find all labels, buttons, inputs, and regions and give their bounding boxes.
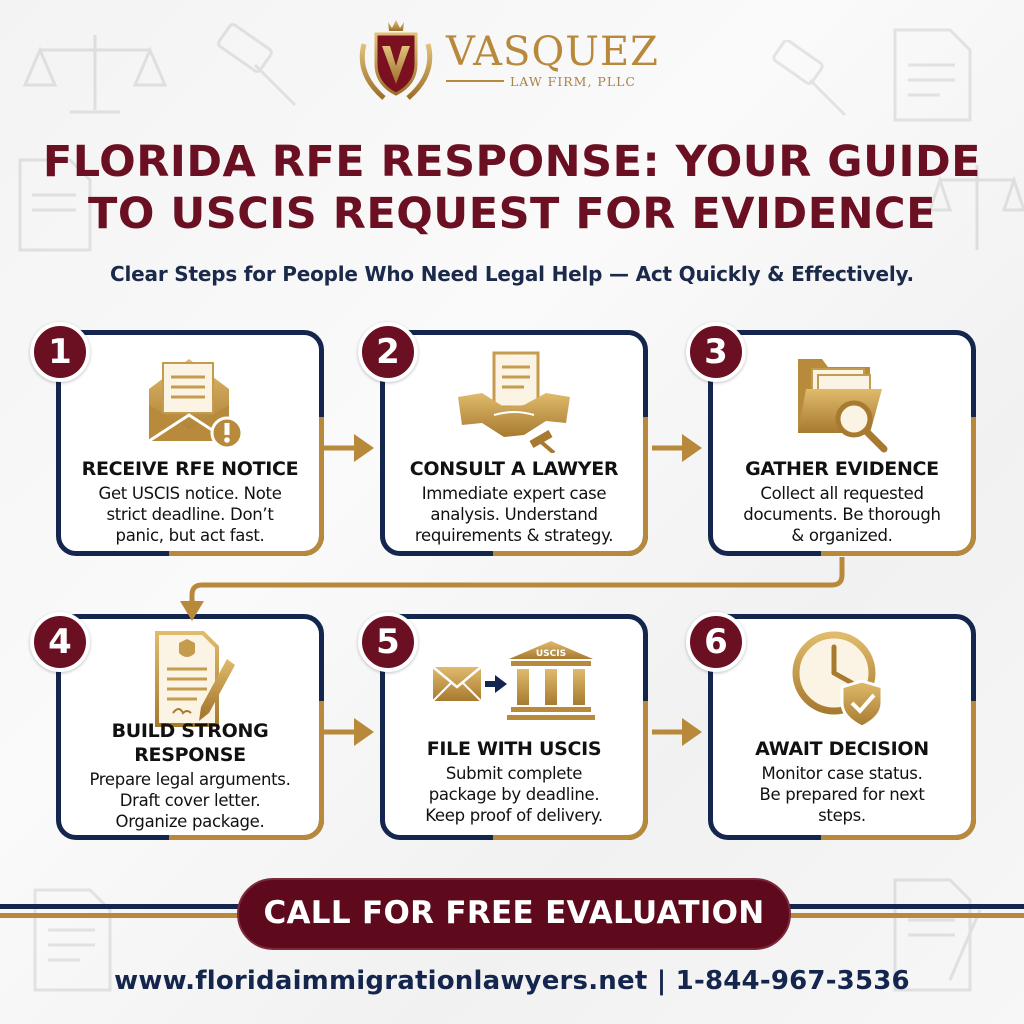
title-line-1: FLORIDA RFE RESPONSE: YOUR GUIDE bbox=[42, 137, 982, 187]
step-2-badge: 2 bbox=[358, 322, 418, 382]
scales-of-justice-icon bbox=[20, 30, 170, 120]
step-1-title: RECEIVE RFE NOTICE bbox=[81, 458, 299, 480]
title-line-2: TO USCIS REQUEST FOR EVIDENCE bbox=[88, 189, 936, 239]
handshake-document-icon bbox=[454, 349, 574, 453]
connector-arrow-icon bbox=[170, 555, 860, 625]
arrow-right-icon bbox=[324, 428, 376, 468]
gavel-icon bbox=[200, 20, 310, 120]
step-4-card bbox=[56, 614, 324, 840]
page-subtitle: Clear Steps for People Who Need Legal Help — Act Quickly & Effectively. bbox=[110, 262, 914, 286]
envelope-to-uscis-icon bbox=[429, 637, 599, 727]
step-5-description: Submit complete package by deadline. Keep proof of delivery. bbox=[425, 764, 603, 825]
crest-emblem-icon bbox=[354, 14, 438, 104]
step-3-card bbox=[708, 330, 976, 556]
contact-info-link[interactable]: www.floridaimmigrationlawyers.net | 1-844-967-3536 bbox=[114, 966, 910, 996]
step-5-title: FILE WITH USCIS bbox=[426, 738, 602, 760]
svg-text:USCIS: USCIS bbox=[535, 649, 567, 659]
step-3-badge: 3 bbox=[686, 322, 746, 382]
step-2-description: Immediate expert case analysis. Understand requirements & strategy. bbox=[414, 484, 614, 545]
arrow-right-icon bbox=[324, 712, 376, 752]
step-5-card bbox=[380, 614, 648, 840]
step-4-title: BUILD STRONG RESPONSE bbox=[111, 720, 269, 766]
brand-logo bbox=[354, 14, 674, 104]
brand-subtitle: LAW FIRM, PLLC bbox=[510, 73, 636, 89]
step-1-description: Get USCIS notice. Note strict deadline. Don’t panic, but act fast. bbox=[98, 484, 282, 545]
document-icon bbox=[880, 20, 990, 130]
step-1-badge: 1 bbox=[30, 322, 90, 382]
step-2-title: CONSULT A LAWYER bbox=[409, 458, 619, 480]
clock-shield-icon bbox=[790, 629, 894, 729]
step-6-title: AWAIT DECISION bbox=[755, 738, 929, 760]
step-3-title: GATHER EVIDENCE bbox=[745, 458, 939, 480]
arrow-right-icon bbox=[652, 428, 704, 468]
call-for-evaluation-button[interactable]: CALL FOR FREE EVALUATION bbox=[237, 878, 791, 950]
arrow-right-icon bbox=[652, 712, 704, 752]
envelope-alert-icon bbox=[135, 349, 245, 449]
step-6-badge: 6 bbox=[686, 612, 746, 672]
step-6-card bbox=[708, 614, 976, 840]
divider bbox=[788, 904, 1024, 909]
step-4-badge: 4 bbox=[30, 612, 90, 672]
step-4-description: Prepare legal arguments. Draft cover letter. Organize package. bbox=[89, 770, 291, 831]
document-pen-icon bbox=[135, 629, 245, 729]
divider bbox=[446, 80, 504, 82]
step-5-badge: 5 bbox=[358, 612, 418, 672]
step-6-description: Monitor case status. Be prepared for next steps. bbox=[759, 764, 925, 825]
divider bbox=[0, 913, 240, 918]
divider bbox=[788, 913, 1024, 918]
step-2-card bbox=[380, 330, 648, 556]
brand-name: VASQUEZ bbox=[446, 28, 659, 75]
folder-search-icon bbox=[792, 349, 892, 453]
page-title bbox=[0, 136, 1024, 240]
step-1-card bbox=[56, 330, 324, 556]
gavel-icon bbox=[760, 40, 860, 130]
step-3-description: Collect all requested documents. Be thorough & organized. bbox=[743, 484, 941, 545]
divider bbox=[0, 904, 240, 909]
